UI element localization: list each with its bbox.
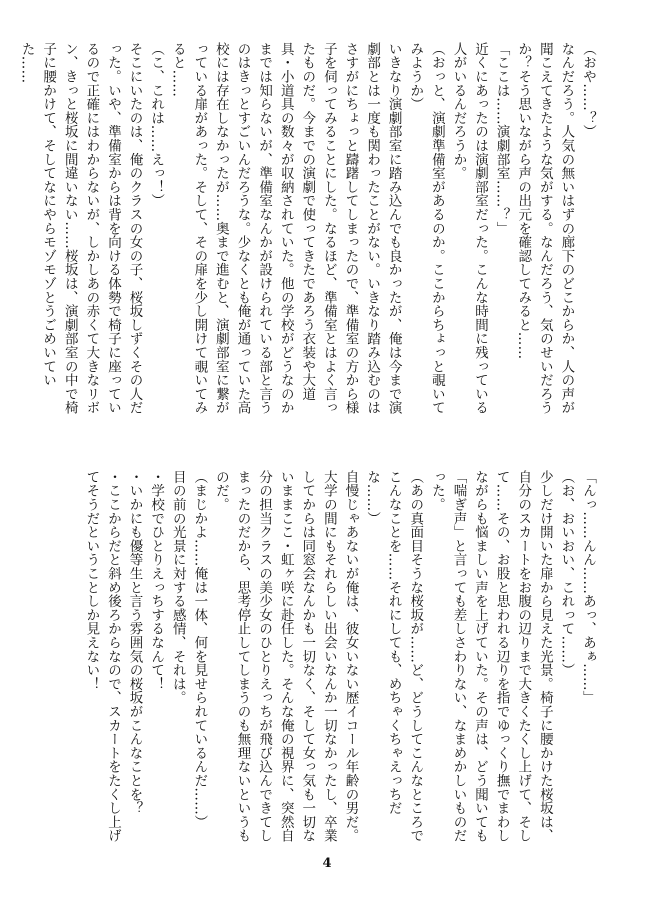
paragraph: いきなり演劇部室に踏み込んでも良かったが、俺は今まで演劇部とは一度も関わったことがない。いきなり踏み込むのはさすがにちょっと躊躇してしまったので、準備室の方から様子を伺ってみることにした。なるほど、準備室とはよく言ったものだ。今までの演劇で使ってきたであろう衣装や大道具・小道具の数々が収納されていた。他の学校がどうなのかまでは知らないが、準備室なんかが設けられている部と言うのはきっとすごいんだろうな。少なくとも俺が通っていた高校には存在しなかったが……奥まで進むと、演劇部室に繋がっている扉があった。そして、その扉を少し開けて覗いてみると…… xyxy=(169,42,402,415)
paragraph: 自慢じゃあないが俺は、彼女いない歴イコール年齢の男だ。大学の間にもそれらしい出会いなんか一切なかったし、卒業してからは同窓会なんかも一切なく、そして女っ気も一切ないままここ・虹ヶ咲に赴任した。そんな俺の視界に、突然自分の担当クラスの美少女のひとりえっちが飛び込んできてしまったのだから、思考停止してしまうのも無理ないというものだ。 xyxy=(212,470,359,843)
text-block-bottom xyxy=(56,470,598,844)
paragraph: （おや……？） xyxy=(580,42,596,139)
choice-item: ・いかにも優等生と言う雰囲気の桜坂がこんなことを？ xyxy=(126,470,143,815)
paragraph: （こ、これは……えっ！） xyxy=(148,42,165,208)
paragraph: 近くにあったのは演劇部室だった。こんな時間に残っている人がいるんだろうか。 xyxy=(450,42,489,415)
choice-item: ・学校でひとりえっちするなんて！ xyxy=(148,470,165,691)
paragraph: なんだろう。人気の無いはずの廊下のどこからか、人の声が聞こえてきたような気がする。なんだろう、気のせいだろうか？そう思いながら声の出元を確認してみると…… xyxy=(515,42,575,415)
paragraph: そこにいたのは、俺のクラスの女の子、桜坂しずくその人だった。いや、準備室からは背を向ける体勢で椅子に座っているので正確にはわからないが、しかしあの赤くて大きなリボン、きっと桜坂に間違いない……桜坂は、演劇部室の中で椅子に腰かけて、そしてなにやらモゾモゾとうごめいていた…… xyxy=(18,42,143,415)
choice-item: ・ここからだと斜め後ろからなので、スカートをたくし上げてそうだということしか見えない！ xyxy=(83,470,121,843)
paragraph: 「んっ……んん……あっ、あぁ……」 xyxy=(580,470,596,705)
paragraph: （あの真面目そうな桜坂が……ど、どうしてこんなところでこんなことを……それにしても、めちゃくちゃえっちだな……） xyxy=(364,470,424,843)
paragraph: 「ここは……演劇部室……？」 xyxy=(493,42,510,236)
page-number: 4 xyxy=(322,856,332,871)
paragraph: （まじかよ……俺は一体、何を見せられているんだ……） xyxy=(191,470,208,829)
paragraph: （お、おいおい、これって……） xyxy=(558,470,575,677)
paragraph: 少しだけ開いた扉から見えた光景。椅子に腰かけた桜坂は、自分のスカートをお腹の辺りまで大きくたくし上げて、そして……その、お股と思われる辺りを指でゆっくり撫でまわしながらも悩ましい声を上げていた。その声は、どう聞いても「喘ぎ声」と言っても差しさわりない、なまめかしいものだった。 xyxy=(428,470,553,843)
text-block-top xyxy=(18,42,598,416)
paragraph: （おっと、演劇準備室があるのか。ここからちょっと覗いてみようか） xyxy=(407,42,445,415)
paragraph: 目の前の光景に対する感情、それは。 xyxy=(169,470,186,705)
